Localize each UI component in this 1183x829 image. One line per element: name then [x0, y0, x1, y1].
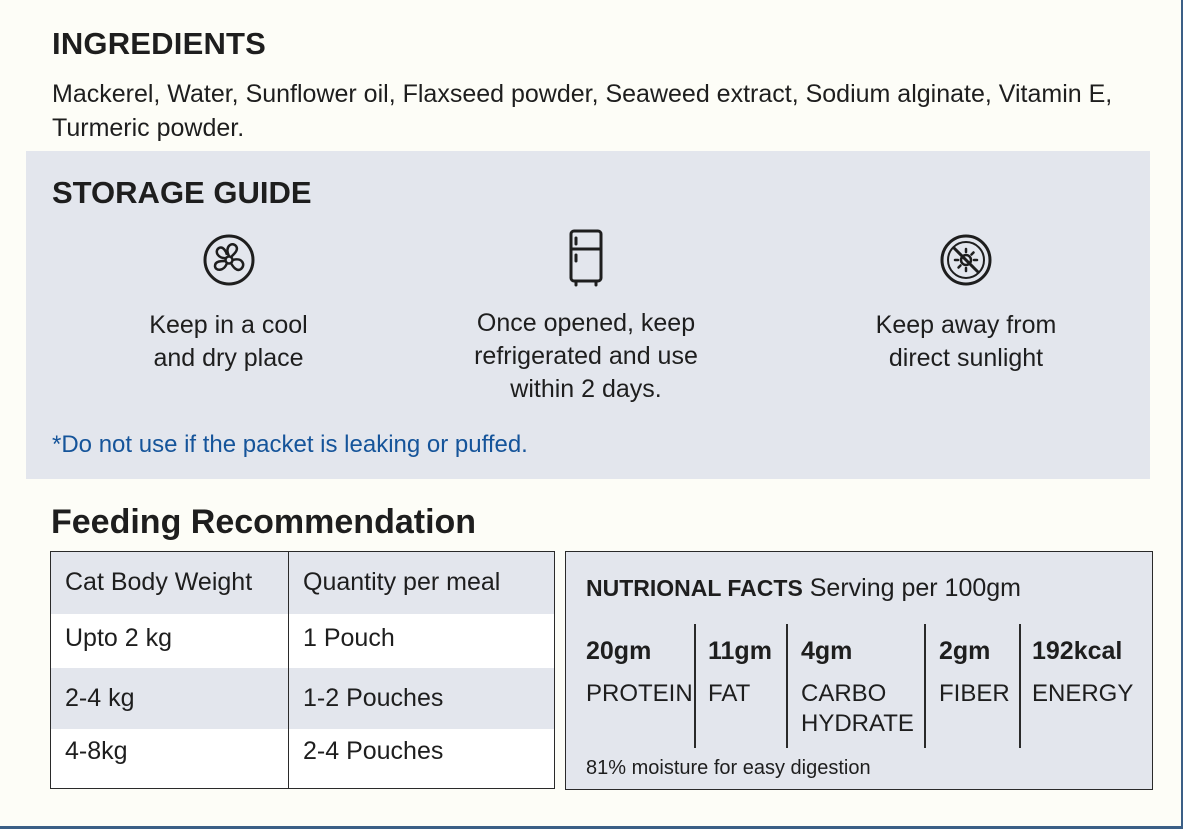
storage-tip-refrigerate	[446, 229, 726, 406]
table-header-row	[51, 552, 555, 614]
storage-tip-text: Keep in a cool and dry place	[149, 311, 308, 372]
fact-label: PROTEIN	[586, 680, 693, 707]
column-divider	[786, 624, 788, 748]
nutrition-title: NUTRIONAL FACTS	[586, 575, 803, 601]
storage-tip-no-sunlight	[836, 233, 1096, 375]
fact-label: CARBO HYDRATE	[801, 680, 914, 737]
fact-label: ENERGY	[1032, 680, 1134, 707]
fact-value: 192kcal	[1032, 637, 1123, 665]
nutrition-header	[586, 574, 1021, 603]
fact-value: 2gm	[939, 637, 991, 665]
weight-cell: 4-8kg	[51, 729, 289, 789]
fan-icon	[202, 233, 256, 287]
feeding-table	[50, 551, 555, 789]
fact-value: 11gm	[708, 637, 772, 665]
fact-value: 4gm	[801, 637, 853, 665]
quantity-cell: 1-2 Pouches	[289, 668, 555, 729]
fridge-icon	[568, 229, 604, 287]
ingredients-list: Mackerel, Water, Sunflower oil, Flaxseed powder, Seaweed extract, Sodium alginate, Vitamin E, Turmeric powder.	[52, 80, 1113, 142]
storage-tip-text: Once opened, keep refrigerated and use within 2 days.	[474, 309, 698, 403]
moisture-note: 81% moisture for easy digestion	[586, 757, 871, 779]
no-sunlight-icon	[939, 233, 993, 287]
storage-guide-panel	[26, 151, 1150, 479]
fact-value: 20gm	[586, 637, 652, 665]
table-row	[51, 729, 555, 789]
column-divider	[1019, 624, 1021, 748]
fact-label: FAT	[708, 680, 751, 707]
storage-tip-cool-dry	[116, 233, 341, 375]
column-divider	[924, 624, 926, 748]
nutrition-serving: Serving per 100gm	[809, 574, 1021, 602]
table-row	[51, 668, 555, 729]
fact-label: FIBER	[939, 680, 1010, 707]
header-body-weight: Cat Body Weight	[51, 552, 289, 614]
ingredients-title: INGREDIENTS	[52, 26, 267, 61]
table-row	[51, 614, 555, 668]
weight-cell: Upto 2 kg	[51, 614, 289, 668]
quantity-cell: 2-4 Pouches	[289, 729, 555, 789]
quantity-cell: 1 Pouch	[289, 614, 555, 668]
header-quantity: Quantity per meal	[289, 552, 555, 614]
weight-cell: 2-4 kg	[51, 668, 289, 729]
storage-guide-title: STORAGE GUIDE	[52, 175, 312, 210]
storage-tip-text: Keep away from direct sunlight	[875, 311, 1057, 372]
leak-warning: *Do not use if the packet is leaking or puffed.	[52, 431, 528, 458]
column-divider	[694, 624, 696, 748]
nutrition-facts-box	[565, 551, 1153, 790]
feeding-title: Feeding Recommendation	[51, 503, 477, 541]
